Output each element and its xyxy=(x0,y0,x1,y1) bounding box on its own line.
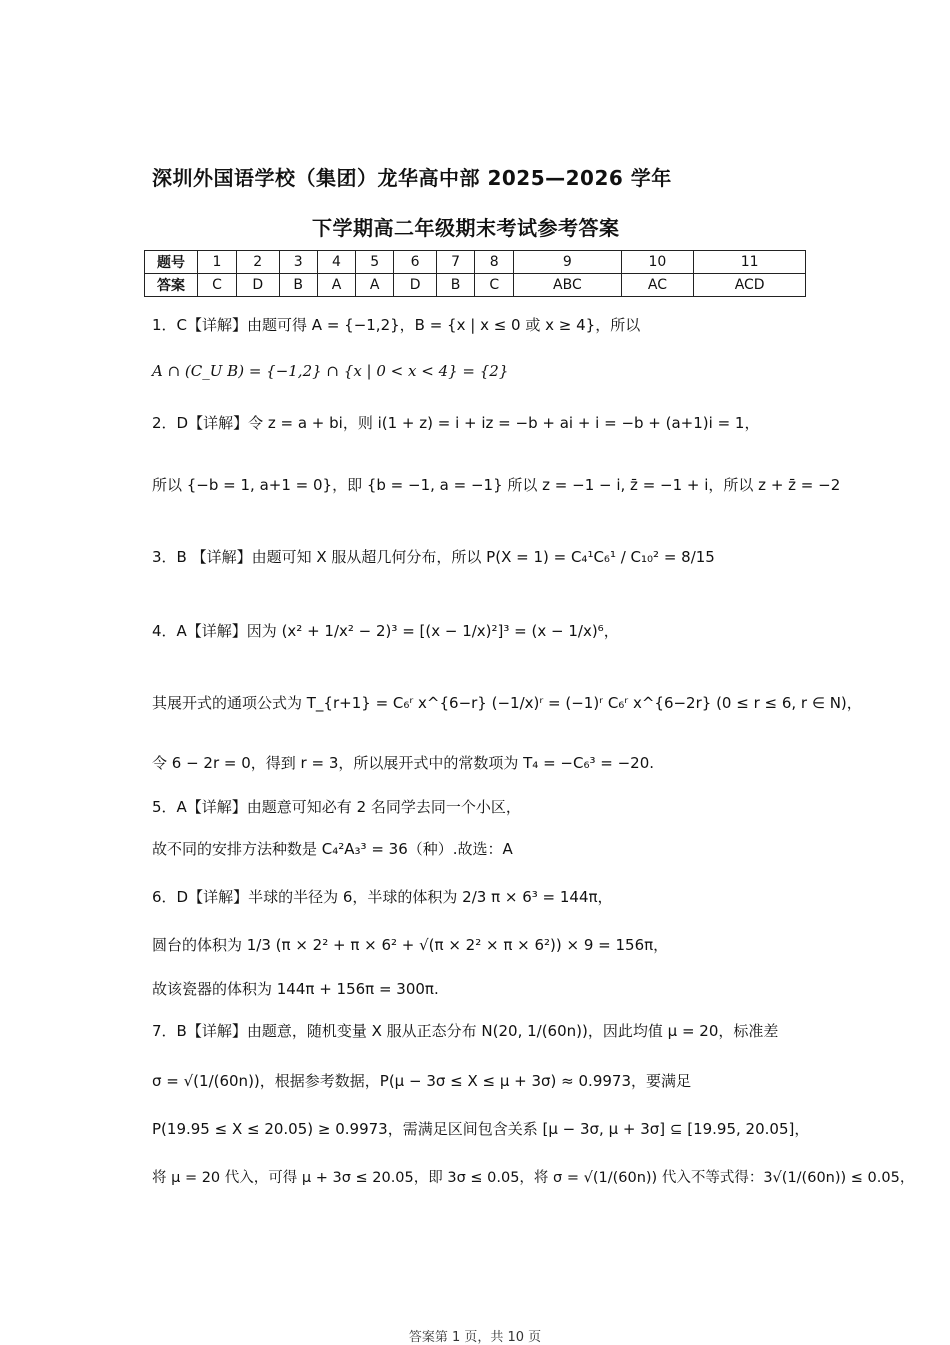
answer-cell: D xyxy=(236,274,279,297)
solution-line: σ = √(1/(60n))，根据参考数据，P(μ − 3σ ≤ X ≤ μ + 3σ) ≈ 0.9973，要满足 xyxy=(152,1072,691,1090)
question-number-cell: 8 xyxy=(475,251,514,274)
answer-cell: ACD xyxy=(694,274,806,297)
question-number-cell: 3 xyxy=(279,251,317,274)
answer-key-table xyxy=(144,250,806,297)
row-label-question-number: 题号 xyxy=(145,251,198,274)
solution-line: 4．A【详解】因为 (x² + 1/x² − 2)³ = [(x − 1/x)²]³ = (x − 1/x)⁶， xyxy=(152,622,619,640)
answer-cell: A xyxy=(356,274,394,297)
row-label-answer: 答案 xyxy=(145,274,198,297)
solution-line: 故该瓷器的体积为 144π + 156π = 300π. xyxy=(152,980,439,998)
question-number-cell: 6 xyxy=(394,251,437,274)
solution-line: 圆台的体积为 1/3 (π × 2² + π × 6² + √(π × 2² × π × 6²)) × 9 = 156π， xyxy=(152,936,669,954)
question-number-cell: 7 xyxy=(436,251,474,274)
solution-line: 故不同的安排方法种数是 C₄²A₃³ = 36（种）.故选：A xyxy=(152,840,513,858)
question-number-cell: 4 xyxy=(317,251,355,274)
document-title-line2: 下学期高二年级期末考试参考答案 xyxy=(312,216,620,240)
document-title-line1: 深圳外国语学校（集团）龙华高中部 2025—2026 学年 xyxy=(152,166,672,190)
answer-cell: A xyxy=(317,274,355,297)
solution-line: P(19.95 ≤ X ≤ 20.05) ≥ 0.9973，需满足区间包含关系 [μ − 3σ, μ + 3σ] ⊆ [19.95, 20.05]， xyxy=(152,1120,810,1138)
solution-line: 5．A【详解】由题意可知必有 2 名同学去同一个小区， xyxy=(152,798,521,816)
solution-line: 令 6 − 2r = 0，得到 r = 3，所以展开式中的常数项为 T₄ = −C₆³ = −20. xyxy=(152,754,655,772)
answer-cell: AC xyxy=(621,274,694,297)
answer-cell: B xyxy=(436,274,474,297)
answer-cell: C xyxy=(475,274,514,297)
question-number-row xyxy=(145,251,806,274)
solution-line: 将 μ = 20 代入，可得 μ + 3σ ≤ 20.05，即 3σ ≤ 0.05，将 σ = √(1/(60n)) 代入不等式得：3√(1/(60n)) ≤ 0.05， xyxy=(152,1170,915,1186)
solution-line: 1．C【详解】由题可得 A = {−1,2}，B = {x | x ≤ 0 或 x ≥ 4}，所以 xyxy=(152,316,641,334)
answer-cell: ABC xyxy=(514,274,621,297)
page-footer: 答案第 1 页，共 10 页 xyxy=(408,1330,542,1345)
solution-line: 3．B 【详解】由题可知 X 服从超几何分布，所以 P(X = 1) = C₄¹C₆¹ / C₁₀² = 8/15 xyxy=(152,548,715,566)
answer-cell: D xyxy=(394,274,437,297)
solution-line: 7．B【详解】由题意，随机变量 X 服从正态分布 N(20, 1/(60n))，因此均值 μ = 20，标准差 xyxy=(152,1022,779,1040)
solution-line: 2．D【详解】令 z = a + bi，则 i(1 + z) = i + iz = −b + ai + i = −b + (a+1)i = 1， xyxy=(152,414,760,432)
answer-row xyxy=(145,274,806,297)
question-number-cell: 10 xyxy=(621,251,694,274)
solution-line: 所以 {−b = 1, a+1 = 0}，即 {b = −1, a = −1} 所以 z = −1 − i, z̄ = −1 + i，所以 z + z̄ = −2 xyxy=(152,476,841,494)
question-number-cell: 1 xyxy=(198,251,237,274)
question-number-cell: 2 xyxy=(236,251,279,274)
answer-cell: B xyxy=(279,274,317,297)
solution-line: A ∩ (C_U B) = {−1,2} ∩ {x | 0 < x < 4} = {2} xyxy=(152,362,509,380)
answer-cell: C xyxy=(198,274,237,297)
solution-line: 其展开式的通项公式为 T_{r+1} = C₆ʳ x^{6−r} (−1/x)ʳ = (−1)ʳ C₆ʳ x^{6−2r} (0 ≤ r ≤ 6, r ∈ N)， xyxy=(152,694,862,712)
solution-line: 6．D【详解】半球的半径为 6，半球的体积为 2/3 π × 6³ = 144π， xyxy=(152,888,613,906)
question-number-cell: 5 xyxy=(356,251,394,274)
question-number-cell: 11 xyxy=(694,251,806,274)
question-number-cell: 9 xyxy=(514,251,621,274)
